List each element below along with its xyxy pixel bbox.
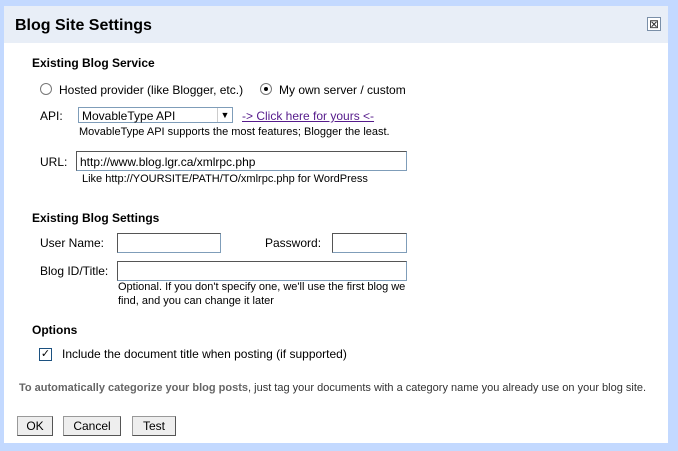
url-input[interactable]	[76, 151, 407, 171]
section-heading-service: Existing Blog Service	[32, 56, 155, 70]
section-heading-settings: Existing Blog Settings	[32, 211, 160, 225]
dialog-title: Blog Site Settings	[15, 17, 152, 34]
url-input-value: http://www.blog.lgr.ca/xmlrpc.php	[80, 155, 256, 169]
include-title-label: Include the document title when posting (if supported)	[62, 347, 347, 361]
api-help-link[interactable]: -> Click here for yours <-	[242, 109, 375, 123]
categorize-tip-bold: To automatically categorize your blog posts	[19, 382, 249, 394]
cancel-button[interactable]: Cancel	[63, 416, 121, 436]
api-select-value: MovableType API	[82, 109, 176, 123]
blogid-hint-line2: find, and you can change it later	[118, 295, 274, 307]
categorize-tip-rest: , just tag your documents with a category name you already use on your blog site.	[248, 382, 647, 394]
dialog-titlebar	[4, 6, 668, 43]
blog-settings-dialog	[3, 5, 669, 444]
chevron-down-icon: ▼	[217, 108, 232, 122]
username-label: User Name:	[40, 236, 105, 250]
radio-own-server[interactable]	[260, 83, 272, 95]
api-select[interactable]	[78, 107, 233, 123]
radio-own-label: My own server / custom	[279, 83, 406, 97]
categorize-tip	[19, 382, 646, 394]
blogid-label: Blog ID/Title:	[40, 264, 109, 278]
close-icon[interactable]: ⊠	[648, 17, 660, 31]
radio-hosted-provider[interactable]	[40, 83, 52, 95]
test-button[interactable]: Test	[132, 416, 176, 436]
blogid-hint-line1: Optional. If you don't specify one, we'll use the first blog we	[118, 281, 406, 293]
url-label: URL:	[40, 155, 68, 169]
url-hint: Like http://YOURSITE/PATH/TO/xmlrpc.php for WordPress	[82, 173, 368, 185]
api-label: API:	[40, 109, 63, 123]
blogid-input[interactable]	[117, 261, 407, 281]
include-title-checkbox[interactable]: ✓	[40, 348, 51, 360]
api-note: MovableType API supports the most features; Blogger the least.	[79, 126, 390, 138]
password-input[interactable]	[332, 233, 407, 253]
section-heading-options: Options	[32, 323, 78, 337]
password-label: Password:	[265, 236, 322, 250]
radio-hosted-label: Hosted provider (like Blogger, etc.)	[59, 83, 244, 97]
ok-button[interactable]: OK	[17, 416, 53, 436]
username-input[interactable]	[117, 233, 221, 253]
